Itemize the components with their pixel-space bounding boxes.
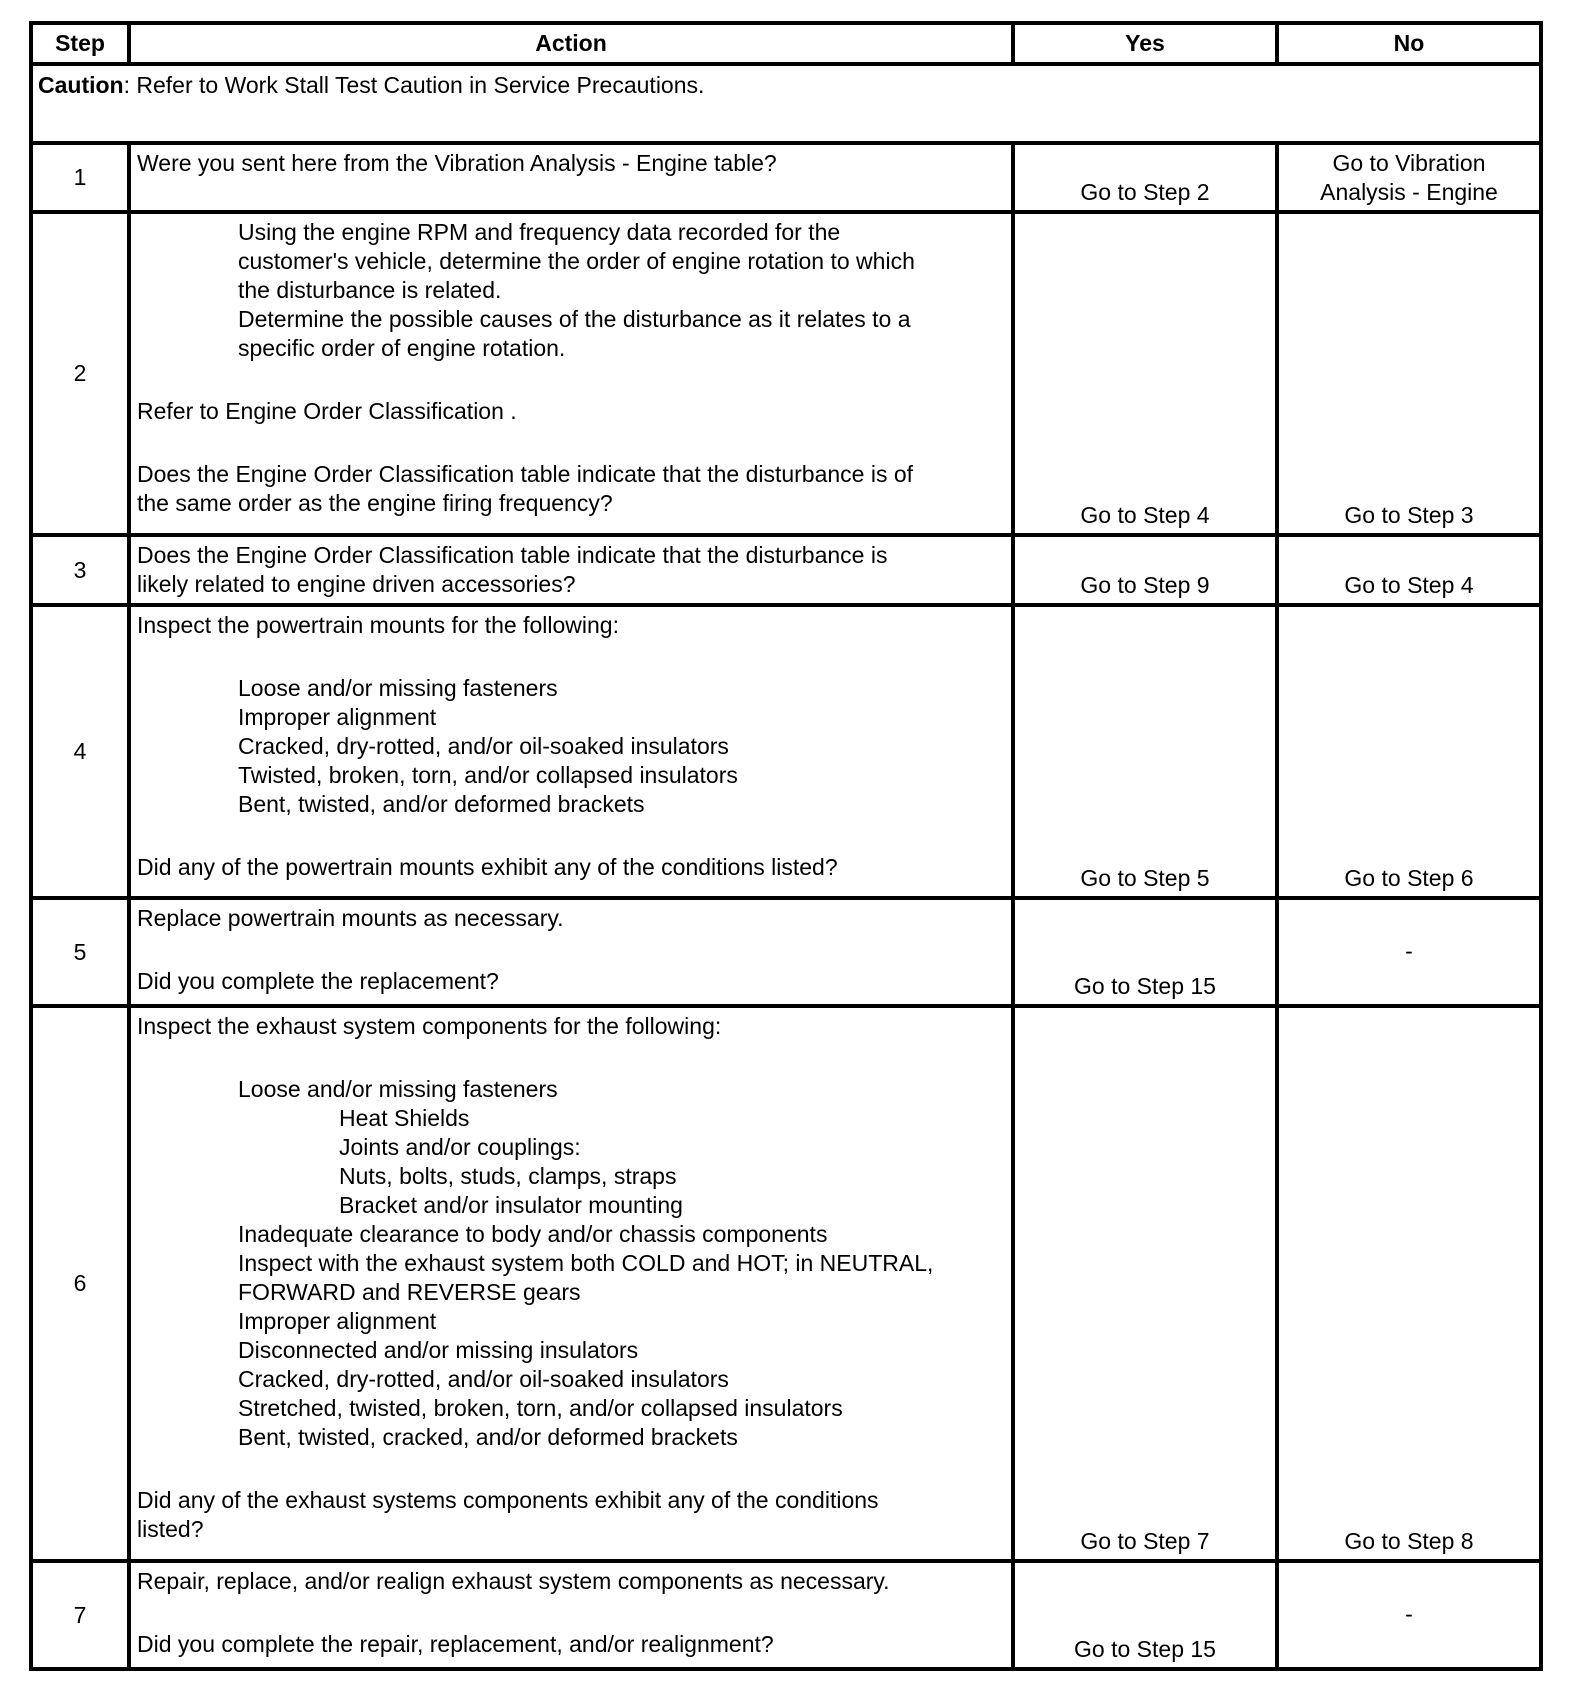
- step-number: 5: [31, 898, 129, 1006]
- yes-cell: Go to Step 5: [1013, 605, 1277, 898]
- no-cell: Go to Step 8: [1277, 1006, 1541, 1561]
- action-bullet: Twisted, broken, torn, and/or collapsed insulators: [238, 762, 738, 788]
- action-question: Does the Engine Order Classification table indicate that the disturbance is: [137, 542, 888, 568]
- action-cell: [129, 1006, 1013, 1561]
- action-refer: Refer to Engine Order Classification .: [137, 398, 517, 424]
- table-header-row: [31, 23, 1541, 64]
- no-cell: Go to Step 3: [1277, 212, 1541, 535]
- action-bullet: Loose and/or missing fasteners: [238, 1076, 558, 1102]
- no-cell: -: [1277, 1561, 1541, 1669]
- table-row: [31, 143, 1541, 212]
- action-bullet: Bent, twisted, cracked, and/or deformed brackets: [238, 1424, 738, 1450]
- header-step: Step: [31, 23, 129, 64]
- action-sub-bullet: Heat Shields: [339, 1105, 470, 1131]
- action-bullet: Inadequate clearance to body and/or chassis components: [238, 1221, 828, 1247]
- action-question: Were you sent here from the Vibration Analysis - Engine table?: [137, 150, 777, 176]
- diagnostic-table-sheet: [29, 21, 1539, 1671]
- action-question: the same order as the engine firing frequency?: [137, 490, 613, 516]
- caution-cell: [31, 64, 1541, 143]
- table-row: [31, 535, 1541, 605]
- action-cell: [129, 535, 1013, 605]
- no-cell: -: [1277, 898, 1541, 1006]
- header-action: Action: [129, 23, 1013, 64]
- action-bullet: customer's vehicle, determine the order of engine rotation to which: [238, 248, 915, 274]
- action-bullet: specific order of engine rotation.: [238, 335, 566, 361]
- action-cell: [129, 212, 1013, 535]
- action-cell: [129, 143, 1013, 212]
- table-row: [31, 1006, 1541, 1561]
- action-bullet: Improper alignment: [238, 704, 437, 730]
- table-row: [31, 1561, 1541, 1669]
- no-line: Go to Vibration: [1332, 150, 1486, 176]
- action-intro: Inspect the exhaust system components for the following:: [137, 1013, 722, 1039]
- action-bullet: FORWARD and REVERSE gears: [238, 1279, 581, 1305]
- action-question: likely related to engine driven accessories?: [137, 571, 576, 597]
- caution-label: Caution: [38, 72, 124, 98]
- action-question: Did any of the exhaust systems components exhibit any of the conditions: [137, 1487, 879, 1513]
- no-cell: Go to Step 6: [1277, 605, 1541, 898]
- action-question: Did you complete the repair, replacement, and/or realignment?: [137, 1631, 774, 1657]
- step-number: 4: [31, 605, 129, 898]
- action-intro: Inspect the powertrain mounts for the following:: [137, 612, 619, 638]
- action-bullet: Stretched, twisted, broken, torn, and/or collapsed insulators: [238, 1395, 843, 1421]
- action-bullet: Using the engine RPM and frequency data recorded for the: [238, 219, 841, 245]
- action-bullet: Loose and/or missing fasteners: [238, 675, 558, 701]
- yes-cell: Go to Step 2: [1013, 143, 1277, 212]
- step-number: 7: [31, 1561, 129, 1669]
- no-cell: [1277, 143, 1541, 212]
- action-intro: Repair, replace, and/or realign exhaust system components as necessary.: [137, 1568, 890, 1594]
- action-bullet: Cracked, dry-rotted, and/or oil-soaked insulators: [238, 733, 729, 759]
- action-cell: [129, 605, 1013, 898]
- action-bullet: Inspect with the exhaust system both COLD and HOT; in NEUTRAL,: [238, 1250, 934, 1276]
- action-sub-bullet: Bracket and/or insulator mounting: [339, 1192, 683, 1218]
- action-bullet: Disconnected and/or missing insulators: [238, 1337, 639, 1363]
- table-row: [31, 212, 1541, 535]
- action-cell: [129, 1561, 1013, 1669]
- no-cell: Go to Step 4: [1277, 535, 1541, 605]
- action-question: Does the Engine Order Classification table indicate that the disturbance is of: [137, 461, 914, 487]
- no-line: Analysis - Engine: [1320, 179, 1498, 205]
- diagnostic-table: [29, 21, 1543, 1671]
- table-row: [31, 605, 1541, 898]
- action-question: Did you complete the replacement?: [137, 968, 499, 994]
- step-number: 1: [31, 143, 129, 212]
- yes-cell: Go to Step 9: [1013, 535, 1277, 605]
- caution-text: : Refer to Work Stall Test Caution in Service Precautions.: [123, 72, 705, 98]
- action-bullet: the disturbance is related.: [238, 277, 502, 303]
- table-row: [31, 898, 1541, 1006]
- action-sub-bullet: Nuts, bolts, studs, clamps, straps: [339, 1163, 677, 1189]
- step-number: 6: [31, 1006, 129, 1561]
- action-intro: Replace powertrain mounts as necessary.: [137, 905, 564, 931]
- header-yes: Yes: [1013, 23, 1277, 64]
- action-bullet: Determine the possible causes of the disturbance as it relates to a: [238, 306, 911, 332]
- yes-cell: Go to Step 15: [1013, 898, 1277, 1006]
- yes-cell: Go to Step 7: [1013, 1006, 1277, 1561]
- step-number: 3: [31, 535, 129, 605]
- action-bullet: Bent, twisted, and/or deformed brackets: [238, 791, 645, 817]
- action-question: Did any of the powertrain mounts exhibit any of the conditions listed?: [137, 854, 838, 880]
- action-cell: [129, 898, 1013, 1006]
- action-question: listed?: [137, 1516, 204, 1542]
- step-number: 2: [31, 212, 129, 535]
- action-bullet: Cracked, dry-rotted, and/or oil-soaked insulators: [238, 1366, 729, 1392]
- yes-cell: Go to Step 15: [1013, 1561, 1277, 1669]
- header-no: No: [1277, 23, 1541, 64]
- caution-row: [31, 64, 1541, 143]
- yes-cell: Go to Step 4: [1013, 212, 1277, 535]
- action-bullet: Improper alignment: [238, 1308, 437, 1334]
- action-sub-bullet: Joints and/or couplings:: [339, 1134, 581, 1160]
